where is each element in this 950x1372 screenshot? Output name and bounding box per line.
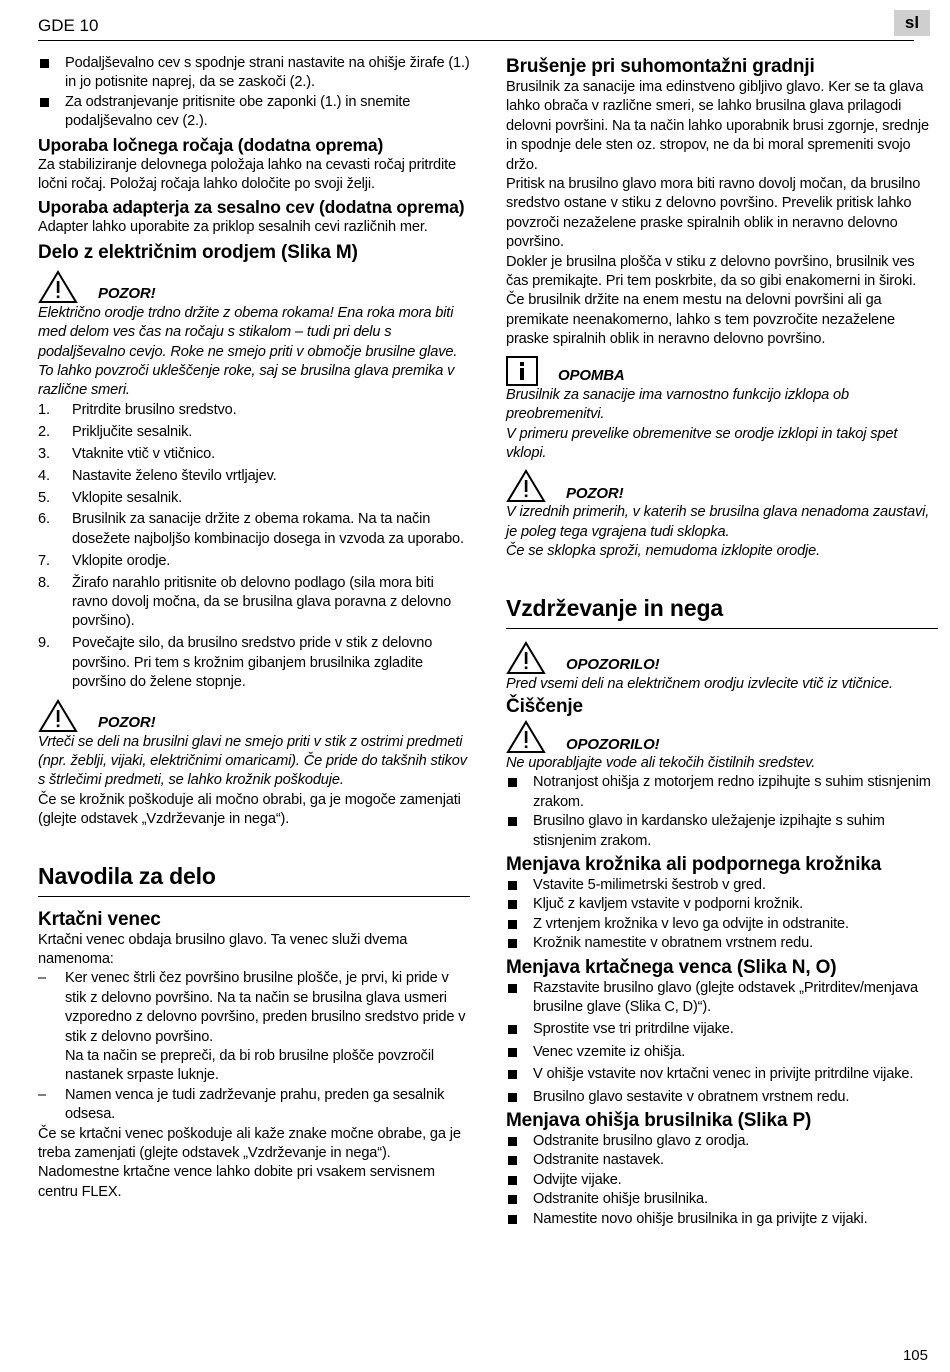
note-block bbox=[506, 356, 938, 386]
intro-bullet-list bbox=[38, 54, 470, 132]
list-item: Odstranite ohišje brusilnika. bbox=[506, 1190, 938, 1209]
list-item: Za odstranjevanje pritisnite obe zaponki (1.) in snemite podaljševalno cev (2.). bbox=[38, 93, 470, 132]
list-item: 4. Nastavite želeno število vrtljajev. bbox=[38, 467, 277, 484]
list-item: 8. Žirafo narahlo pritisnite ob delovno podlago (sila mora biti ravno dovolj močna, da se brusilna glava poravna z delovno površino). bbox=[38, 574, 452, 630]
section-title-cleaning: Čiščenje bbox=[506, 695, 583, 717]
list-item: Odstranite nastavek. bbox=[506, 1151, 938, 1170]
paragraph: Brusilnik za sanacije ima edinstveno gibljivo glavo. Ker se ta glava lahko obrača v različne smeri, se lahko brusilna glava prilagodi delovni površini. Na ta način lahko uporabnik brusi zgornje, srednje in spodnje dele sten oz. stropov, ne da bi moral spremeniti svojo držo. bbox=[506, 79, 929, 173]
list-item: Z vrtenjem krožnika v levo ga odvijte in odstranite. bbox=[506, 915, 938, 934]
warning-text: Vrteči se deli na brusilni glavi ne smejo priti v stik z ostrimi predmeti (npr. žeblji, vijaki, električnimi omaricami). Če pride do takšnih stikov s štrlečimi predmeti, se lahko krožnik poškoduje. bbox=[38, 733, 467, 789]
warning-label: OPOZORILO! bbox=[566, 735, 660, 753]
section-title-adapter: Uporaba adapterja za sesalno cev (dodatna oprema) bbox=[38, 197, 465, 218]
warning-triangle-icon bbox=[38, 270, 78, 304]
warning-triangle-icon bbox=[506, 469, 546, 503]
list-item: Namestite novo ohišje brusilnika in ga privijte z vijaki. bbox=[506, 1210, 938, 1229]
section-title-guide: Navodila za delo bbox=[38, 862, 470, 897]
page-number: 105 bbox=[902, 1347, 928, 1364]
warning-label: OPOZORILO! bbox=[566, 656, 660, 674]
list-item: 3. Vtaknite vtič v vtičnico. bbox=[38, 445, 216, 462]
list-item: Sprostite vse tri pritrdilne vijake. bbox=[506, 1020, 938, 1039]
warning-text: Ne uporabljajte vode ali tekočih čistilnih sredstev. bbox=[506, 754, 816, 771]
list-item: – Ker venec štrli čez površino brusilne plošče, je prvi, ki pride v stik z delovno površino. Na ta način se brusilna glava usmeri vzporedno z delovno površino, preden brusilno sredstvo pride v stik z delovno površino. Na ta način se prepreči, da bi rob brusilne plošče povzročil nastanek srpaste luknje. bbox=[38, 969, 470, 1085]
paragraph: Za stabiliziranje delovnega položaja lahko na cevasti ročaj pritrdite ločni ročaj. Položaj ročaja lahko določite po svoji želji. bbox=[38, 156, 456, 193]
list-item: Podaljševalno cev s spodnje strani nastavite na ohišje žirafe (1.) in jo potisnite naprej, da se zaskoči (2.). bbox=[38, 54, 470, 93]
list-item: Razstavite brusilno glavo (glejte odstavek „Pritrditev/menjava brusilne glave (Slika C, D)“). bbox=[506, 979, 938, 1018]
info-i-icon bbox=[506, 356, 538, 386]
list-item: Ključ z kavljem vstavite v podporni krožnik. bbox=[506, 895, 938, 914]
paragraph: Če se krožnik poškoduje ali močno obrabi, ga je mogoče zamenjati (glejte odstavek „Vzdrževanje in nega“). bbox=[38, 791, 461, 828]
steps-list bbox=[38, 401, 470, 693]
warning-block bbox=[506, 720, 938, 754]
list-item: 7. Vklopite orodje. bbox=[38, 552, 171, 569]
warning-label: POZOR! bbox=[98, 285, 156, 303]
paragraph: Adapter lahko uporabite za priklop sesalnih cevi različnih mer. bbox=[38, 219, 428, 236]
section-title-ring: Menjava krtačnega venca (Slika N, O) bbox=[506, 956, 837, 978]
section-title-maintenance: Vzdrževanje in nega bbox=[506, 594, 938, 629]
list-item: 9. Povečajte silo, da brusilno sredstvo pride v stik z delovno površino. Pri tem s krožnim gibanjem brusilnika zgladite površino do želene stopnje. bbox=[38, 635, 433, 691]
list-item: Brusilno glavo sestavite v obratnem vrstnem redu. bbox=[506, 1088, 938, 1107]
warning-block bbox=[506, 641, 938, 675]
section-title-housing: Menjava ohišja brusilnika (Slika P) bbox=[506, 1110, 812, 1132]
language-badge: sl bbox=[894, 10, 930, 36]
paragraph: Če se krtačni venec poškoduje ali kaže znake močne obrabe, ga je treba zamenjati (glejte odstavek „Vzdrževanje in nega“). Nadomestne krtačne vence lahko dobite pri vsakem servisnem centru FLEX. bbox=[38, 1125, 461, 1200]
list-item: Odvijte vijake. bbox=[506, 1171, 938, 1190]
header-divider bbox=[38, 40, 914, 41]
disc-bullet-list bbox=[506, 876, 938, 954]
list-item: 1. Pritrdite brusilno sredstvo. bbox=[38, 401, 237, 418]
cleaning-bullet-list bbox=[506, 773, 938, 851]
note-text: Brusilnik za sanacije ima varnostno funkcijo izklopa ob preobremenitvi. V primeru prevelike obremenitve se orodje izklopi in takoj spet vklopi. bbox=[506, 386, 898, 461]
right-column bbox=[506, 54, 938, 1229]
paragraph: Pritisk na brusilno glavo mora biti ravno dovolj močan, da brusilno sredstvo ostane v stiku z delovno površino. Prevelik pritisk lahko povzroči nezaželene praske spiralnih oblik in neravno delovno površino. bbox=[506, 176, 921, 251]
warning-text: Pred vsemi deli na električnem orodju izvlecite vtič iz vtičnice. bbox=[506, 675, 893, 692]
warning-block bbox=[506, 469, 938, 503]
section-title-handle: Uporaba ločnega ročaja (dodatna oprema) bbox=[38, 134, 384, 155]
list-item: 5. Vklopite sesalnik. bbox=[38, 489, 183, 506]
paragraph: Dokler je brusilna plošča v stiku z delovno površino, brusilnik ves čas premikajte. Pri tem poskrbite, da so gibi enakomerni in široki. bbox=[506, 253, 917, 290]
note-label: OPOMBA bbox=[558, 367, 625, 385]
warning-text: V izrednih primerih, v katerih se brusilna glava nenadoma zaustavi, je poleg tega vgrajena tudi sklopka. Če se sklopka sproži, nemudoma izklopite orodje. bbox=[506, 504, 930, 560]
list-item: Vstavite 5-milimetrski šestrob v gred. bbox=[506, 876, 938, 895]
warning-label: POZOR! bbox=[98, 714, 156, 732]
ring-bullet-list bbox=[506, 979, 938, 1107]
warning-triangle-icon bbox=[506, 720, 546, 754]
header-model: GDE 10 bbox=[38, 16, 99, 35]
list-item: 2. Priključite sesalnik. bbox=[38, 423, 193, 440]
section-title-work: Delo z električnim orodjem (Slika M) bbox=[38, 241, 358, 263]
paragraph: Če brusilnik držite na enem mestu na delovni površini ali ga premikate neenakomerno, lahko s tem povzročite nezaželene praske spiralnih oblik in neravno delovno površino. bbox=[506, 292, 895, 348]
dash-list bbox=[38, 969, 470, 1124]
warning-triangle-icon bbox=[38, 699, 78, 733]
list-item: V ohišje vstavite nov krtačni venec in privijte pritrdilne vijake. bbox=[506, 1065, 938, 1084]
list-item: – Namen venca je tudi zadrževanje prahu, preden ga sesalnik odsesa. bbox=[38, 1086, 470, 1125]
list-item: 6. Brusilnik za sanacije držite z obema rokama. Na ta način dosežete najboljšo kombinacijo dosega in vzvoda za uporabo. bbox=[38, 511, 464, 547]
section-title-disc: Menjava krožnika ali podpornega krožnika bbox=[506, 853, 882, 875]
list-item: Brusilno glavo in kardansko uležajenje izpihajte s suhim stisnjenim zrakom. bbox=[506, 812, 938, 851]
warning-text: Električno orodje trdno držite z obema rokama! Ena roka mora biti med delom ves čas na ročaju s stikalom – tudi pri delu s podaljševalno cevjo. Roke ne smejo priti v območje brusilne glave. To lahko povzroči ukleščenje roke, saj se brusilna glava premika v različne smeri. bbox=[38, 304, 458, 399]
list-item: Notranjost ohišja z motorjem redno izpihujte s suhim stisnjenim zrakom. bbox=[506, 773, 938, 812]
list-item: Venec vzemite iz ohišja. bbox=[506, 1043, 938, 1062]
housing-bullet-list bbox=[506, 1132, 938, 1229]
section-title-brush: Krtačni venec bbox=[38, 908, 161, 930]
list-item: Krožnik namestite v obratnem vrstnem redu. bbox=[506, 934, 938, 953]
warning-triangle-icon bbox=[506, 641, 546, 675]
left-column bbox=[38, 54, 470, 1202]
warning-block bbox=[38, 270, 470, 304]
warning-label: POZOR! bbox=[566, 484, 624, 502]
list-item: Odstranite brusilno glavo z orodja. bbox=[506, 1132, 938, 1151]
warning-block bbox=[38, 699, 470, 733]
section-title-drywall: Brušenje pri suhomontažni gradnji bbox=[506, 56, 815, 77]
paragraph: Krtačni venec obdaja brusilno glavo. Ta venec služi dvema namenoma: bbox=[38, 931, 408, 967]
